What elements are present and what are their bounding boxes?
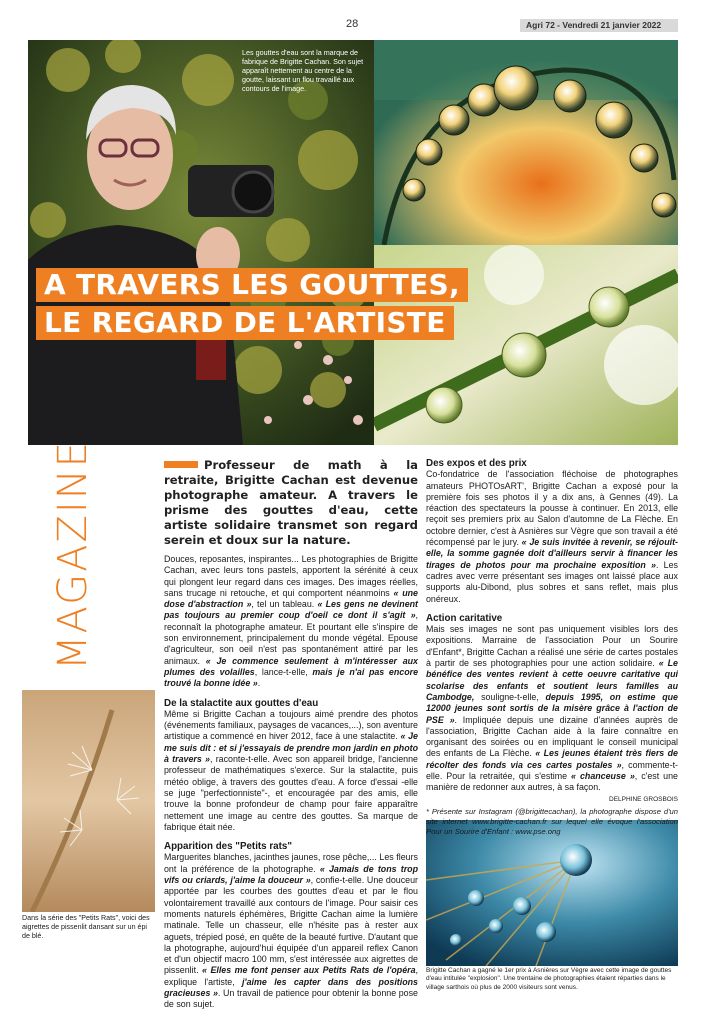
article-lead: Professeur de math à la retraite, Brigitte Cachan est devenue photographe amateur. A travers le prisme des gouttes d'eau, cette artiste solidaire transmet son regard serein et doux sur la nature. bbox=[164, 458, 418, 547]
drops-ring-photo bbox=[374, 40, 678, 245]
expos-paragraph: Co-fondatrice de l'association fléchoise de photographes amateurs PHOTOsART', Brigitte Cachan a exposé pour la première fois ses photos il y a dix ans, à Gennes (49). La réaction des spectateurs la pousse à continuer. En 2013, elle reçoit ses premiers prix au Salon d'automne de La Flèche. En octobre dernier, c'est à Asnières sur Vègre que son travail a été récompensé par le jury. « Je suis invitée à revenir, se réjouit-elle, la somme gagnée doit d'ailleurs servir à financer les tirages de photos pour ma prochaine exposition ». Les cadres avec verre présentant ses images ont laissé place aux supports alu-Dibond, plus sobres et sans reflet, mais plus onéreux. bbox=[426, 469, 679, 604]
issue-banner: Agri 72 - Vendredi 21 janvier 2022 bbox=[520, 19, 678, 32]
petits-rats-paragraph: Marguerites blanches, jacinthes jaunes, rose pêche,... Les fleurs ont la préférence de la photographe. « Jamais de tons trop vifs ou criards, j'aime la douceur », confie-t-elle. Une douceur apportée par les courbes des gouttes d'eau et par le flou volontairement travaillé aux contours de l'image. Pour saisir ces moments naturels éphémères, Brigitte Cachan aime la lumière matinale. Telle un chasseur, elle n'hésite pas à rester aux aguets, trépied posé, en quête de la beauté furtive. D'autant que la photographe, aujourd'hui équipée d'un appareil reflex Canon et d'un objectif macro 100 mm, s'est intéressée aux aigrettes de pissenlit. « Elles me font penser aux Petits Rats de l'opéra, explique l'artiste, j'aime les capter dans des positions gracieuses ». Un travail de patience pour obtenir la bonne pose de son sujet. bbox=[164, 852, 419, 1010]
lead-marker bbox=[164, 461, 198, 468]
headline-line-1: A TRAVERS LES GOUTTES, bbox=[36, 268, 468, 302]
section-title-action: Action caritative bbox=[426, 612, 503, 624]
author-signature: DELPHINE GROSBOIS bbox=[609, 795, 678, 803]
dandelion-photo bbox=[22, 690, 155, 912]
artist-photo bbox=[28, 40, 374, 445]
page-number: 28 bbox=[346, 18, 359, 30]
explosion-image bbox=[426, 820, 678, 966]
dandelion-image bbox=[22, 690, 155, 912]
explosion-caption: Brigitte Cachan a gagné le 1er prix à Asnières sur Vègre avec cette image de gouttes d'eau intitulée "explosion". Une trentaine de photographies étaient réparties dans le village sarthois où plus de 2000 visiteurs sont venus. bbox=[426, 967, 672, 991]
action-paragraph: Mais ses images ne sont pas uniquement visibles lors des expositions. Marraine de l'association Pour un Sourire d'Enfant*, Brigitte Cachan a réalisé une série de cartes postales à partir de ses photographies pour une action solidaire. « Le bénéfice des ventes revient à cette oeuvre caritative qui scolarise des enfants et soutient leurs familles au Cambodge, souligne-t-elle, depuis 1995, on estime que 12000 jeunes sont sortis de la misère grâce à l'action de PSE ». Impliquée depuis une dizaine d'années auprès de l'association, Brigitte Cachan aide à la faire connaître en organisant des soirées ou en impliquant le conseil municipal des enfants de La Flèche. « Les jeunes étaient très fiers de récolter des fonds via ces cartes postales », commente-t-elle. Pour la retraitée, qui s'estime « chanceuse », c'est une manière de redonner aux autres, à sa façon. bbox=[426, 624, 678, 793]
intro-paragraph: Douces, reposantes, inspirantes... Les photographies de Brigitte Cachan, avec leurs tons pastels, apportent la sérénité à ceux qui plongent leur regard dans ces images. Des images réelles, sans trucage ni retouche, et qui comportent néanmoins « une dose d'abstraction », tel un tableau. « Les gens ne devinent pas toujours au premier coup d'oeil ce dont il s'agit », reconnaît la photographe amateur. Et pourtant elle s'inspire de son environnement, principalement du monde végétal. Epouse d'agriculteur, son oeil n'est pas spontanément attiré par les animaux. « Je commence seulement à m'intéresser aux plumes des volailles, lance-t-elle, mais je n'ai pas encore trouvé la bonne idée ». bbox=[164, 554, 419, 689]
stalactite-paragraph: Même si Brigitte Cachan a toujours aimé prendre des photos (événements familiaux, paysages de vacances,...), son aventure artistique a commencé en hiver 2012, face à une stalactite. « Je me suis dit : et si j'essayais de prendre mon jardin en photo à travers », raconte-t-elle. Avec son appareil bridge, l'ancienne professeur de mathématiques s'exerce. Sur la stalactite, puis météo oblige, à travers des gouttes d'eau. A force d'essai -elle se juge "perfectionniste"-, et encouragée par des amis, elle trouve la bonne profondeur de champ pour faire apparaître nettement une image au centre des gouttes. Sa marque de fabrique était née. bbox=[164, 708, 418, 832]
headline-line-2: LE REGARD DE L'ARTISTE bbox=[36, 306, 454, 340]
section-title-petits-rats: Apparition des "Petits rats" bbox=[164, 841, 292, 853]
section-title-expos: Des expos et des prix bbox=[426, 458, 527, 469]
article-column-right bbox=[426, 458, 678, 836]
drops-ring-image bbox=[374, 40, 678, 245]
section-title-stalactite: De la stalactite aux gouttes d'eau bbox=[164, 697, 319, 709]
section-label: MAGAZINE bbox=[50, 440, 96, 670]
artist-photo-caption: Les gouttes d'eau sont la marque de fabrique de Brigitte Cachan. Son sujet apparaît nettement au centre de la goutte, laissant un flou travaillé aux contours de l'image. bbox=[242, 48, 364, 93]
explosion-photo bbox=[426, 820, 678, 966]
dandelion-caption: Dans la série des "Petits Rats", voici des aigrettes de pissenlit dansant sur un épi de blé. bbox=[22, 914, 150, 940]
article-column-left bbox=[164, 458, 418, 1011]
artist-photo-image bbox=[28, 40, 374, 445]
footnote: * Présente sur Instagram (@brigittecachan), la photographe dispose d'un site internet www.brigitte-cachan.fr sur lequel elle évoque l'association Pour un Sourire d'Enfant : www.pse.ong bbox=[426, 806, 678, 836]
